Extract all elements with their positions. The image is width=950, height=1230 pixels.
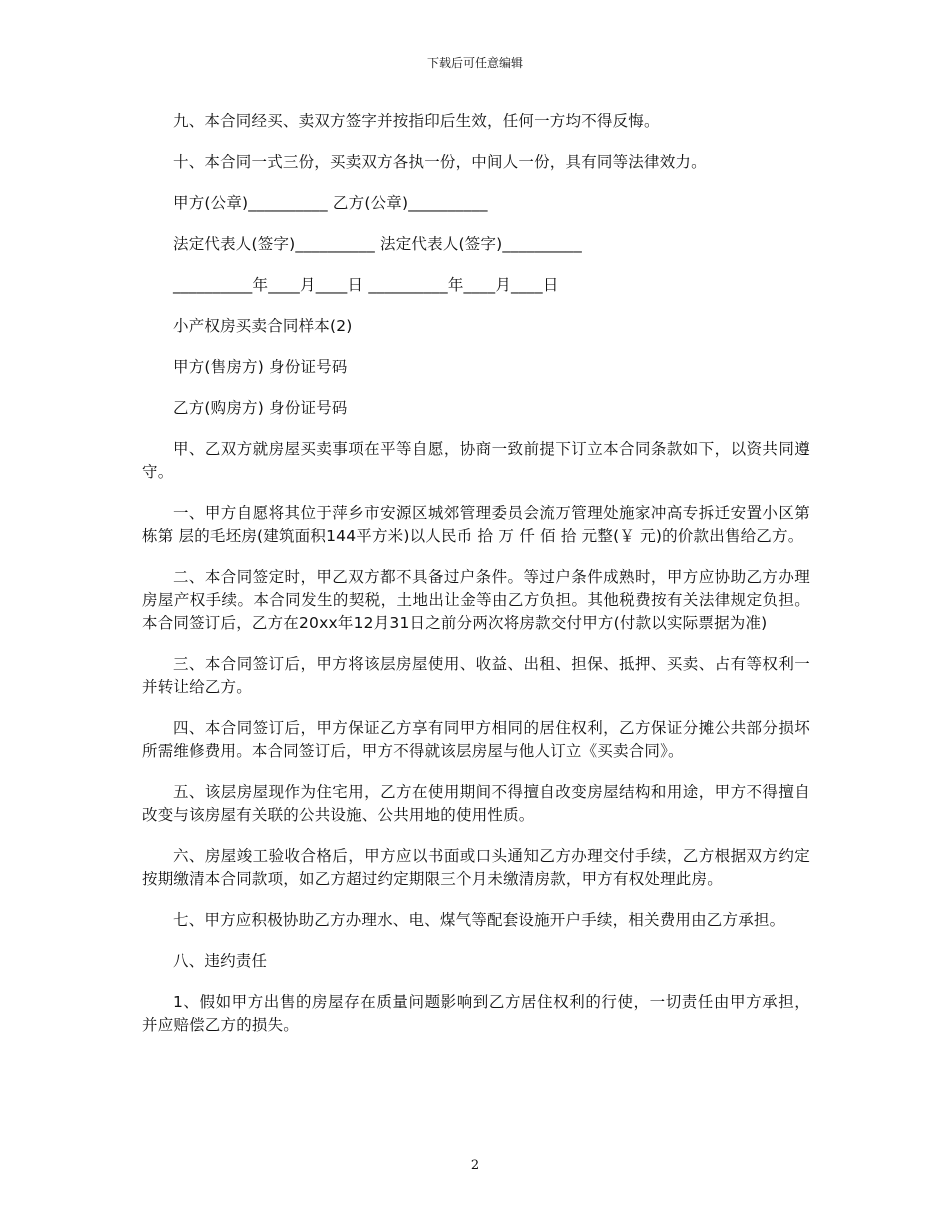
clause-eight-item-one: 1、假如甲方出售的房屋存在质量问题影响到乙方居住权利的行使，一切责任由甲方承担，并应赔偿乙方的损失。 bbox=[142, 993, 810, 1034]
page-header: 下载后可任意编辑 bbox=[426, 56, 523, 70]
clause-seven: 七、甲方应积极协助乙方办理水、电、煤气等配套设施开户手续，相关费用由乙方承担。 bbox=[173, 911, 786, 929]
clause-one: 一、甲方自愿将其位于萍乡市安源区城郊管理委员会流万管理处施家冲高专拆迁安置小区第 栋第 层的毛坯房(建筑面积144平方米)以人民币 拾 万 仟 佰 拾 元整(￥ 元)的价款出售给乙方。 bbox=[142, 504, 810, 545]
clause-six: 六、房屋竣工验收合格后，甲方应以书面或口头通知乙方办理交付手续，乙方根据双方约定按期缴清本合同款项，如乙方超过约定期限三个月未缴清房款，甲方有权处理此房。 bbox=[142, 847, 810, 888]
clause-eight-heading: 八、违约责任 bbox=[173, 952, 268, 970]
clause-nine: 九、本合同经买、卖双方签字并按指印后生效，任何一方均不得反悔。 bbox=[173, 112, 660, 130]
date-line: __________年____月____日 __________年____月____日 bbox=[173, 276, 559, 294]
party-b-line: 乙方(购房方) 身份证号码 bbox=[173, 399, 348, 417]
seal-line: 甲方(公章)__________ 乙方(公章)__________ bbox=[173, 194, 488, 212]
party-a-line: 甲方(售房方) 身份证号码 bbox=[173, 358, 348, 376]
clause-four: 四、本合同签订后，甲方保证乙方享有同甲方相同的居住权利，乙方保证分摊公共部分损坏所需维修费用。本合同签订后，甲方不得就该层房屋与他人订立《买卖合同》。 bbox=[142, 719, 810, 760]
clause-ten: 十、本合同一式三份，买卖双方各执一份，中间人一份，具有同等法律效力。 bbox=[173, 153, 707, 171]
preamble-paragraph: 甲、乙双方就房屋买卖事项在平等自愿，协商一致前提下订立本合同条款如下，以资共同遵守。 bbox=[142, 440, 810, 481]
page-number: 2 bbox=[470, 1158, 480, 1173]
clause-three: 三、本合同签订后，甲方将该层房屋使用、收益、出租、担保、抵押、买卖、占有等权利一并转让给乙方。 bbox=[142, 655, 810, 696]
clause-five: 五、该层房屋现作为住宅用，乙方在使用期间不得擅自改变房屋结构和用途，甲方不得擅自改变与该房屋有关联的公共设施、公共用地的使用性质。 bbox=[142, 783, 810, 824]
section-title: 小产权房买卖合同样本(2) bbox=[173, 317, 353, 335]
clause-two: 二、本合同签定时，甲乙双方都不具备过户条件。等过户条件成熟时，甲方应协助乙方办理房屋产权手续。本合同发生的契税，土地出让金等由乙方负担。其他税费按有关法律规定负担。本合同签订后，乙方在20xx年12月31日之前分两次将房款交付甲方(付款以实际票据为准) bbox=[142, 568, 810, 632]
document-body bbox=[142, 110, 810, 1037]
representative-signature-line: 法定代表人(签字)__________ 法定代表人(签字)__________ bbox=[173, 235, 582, 253]
